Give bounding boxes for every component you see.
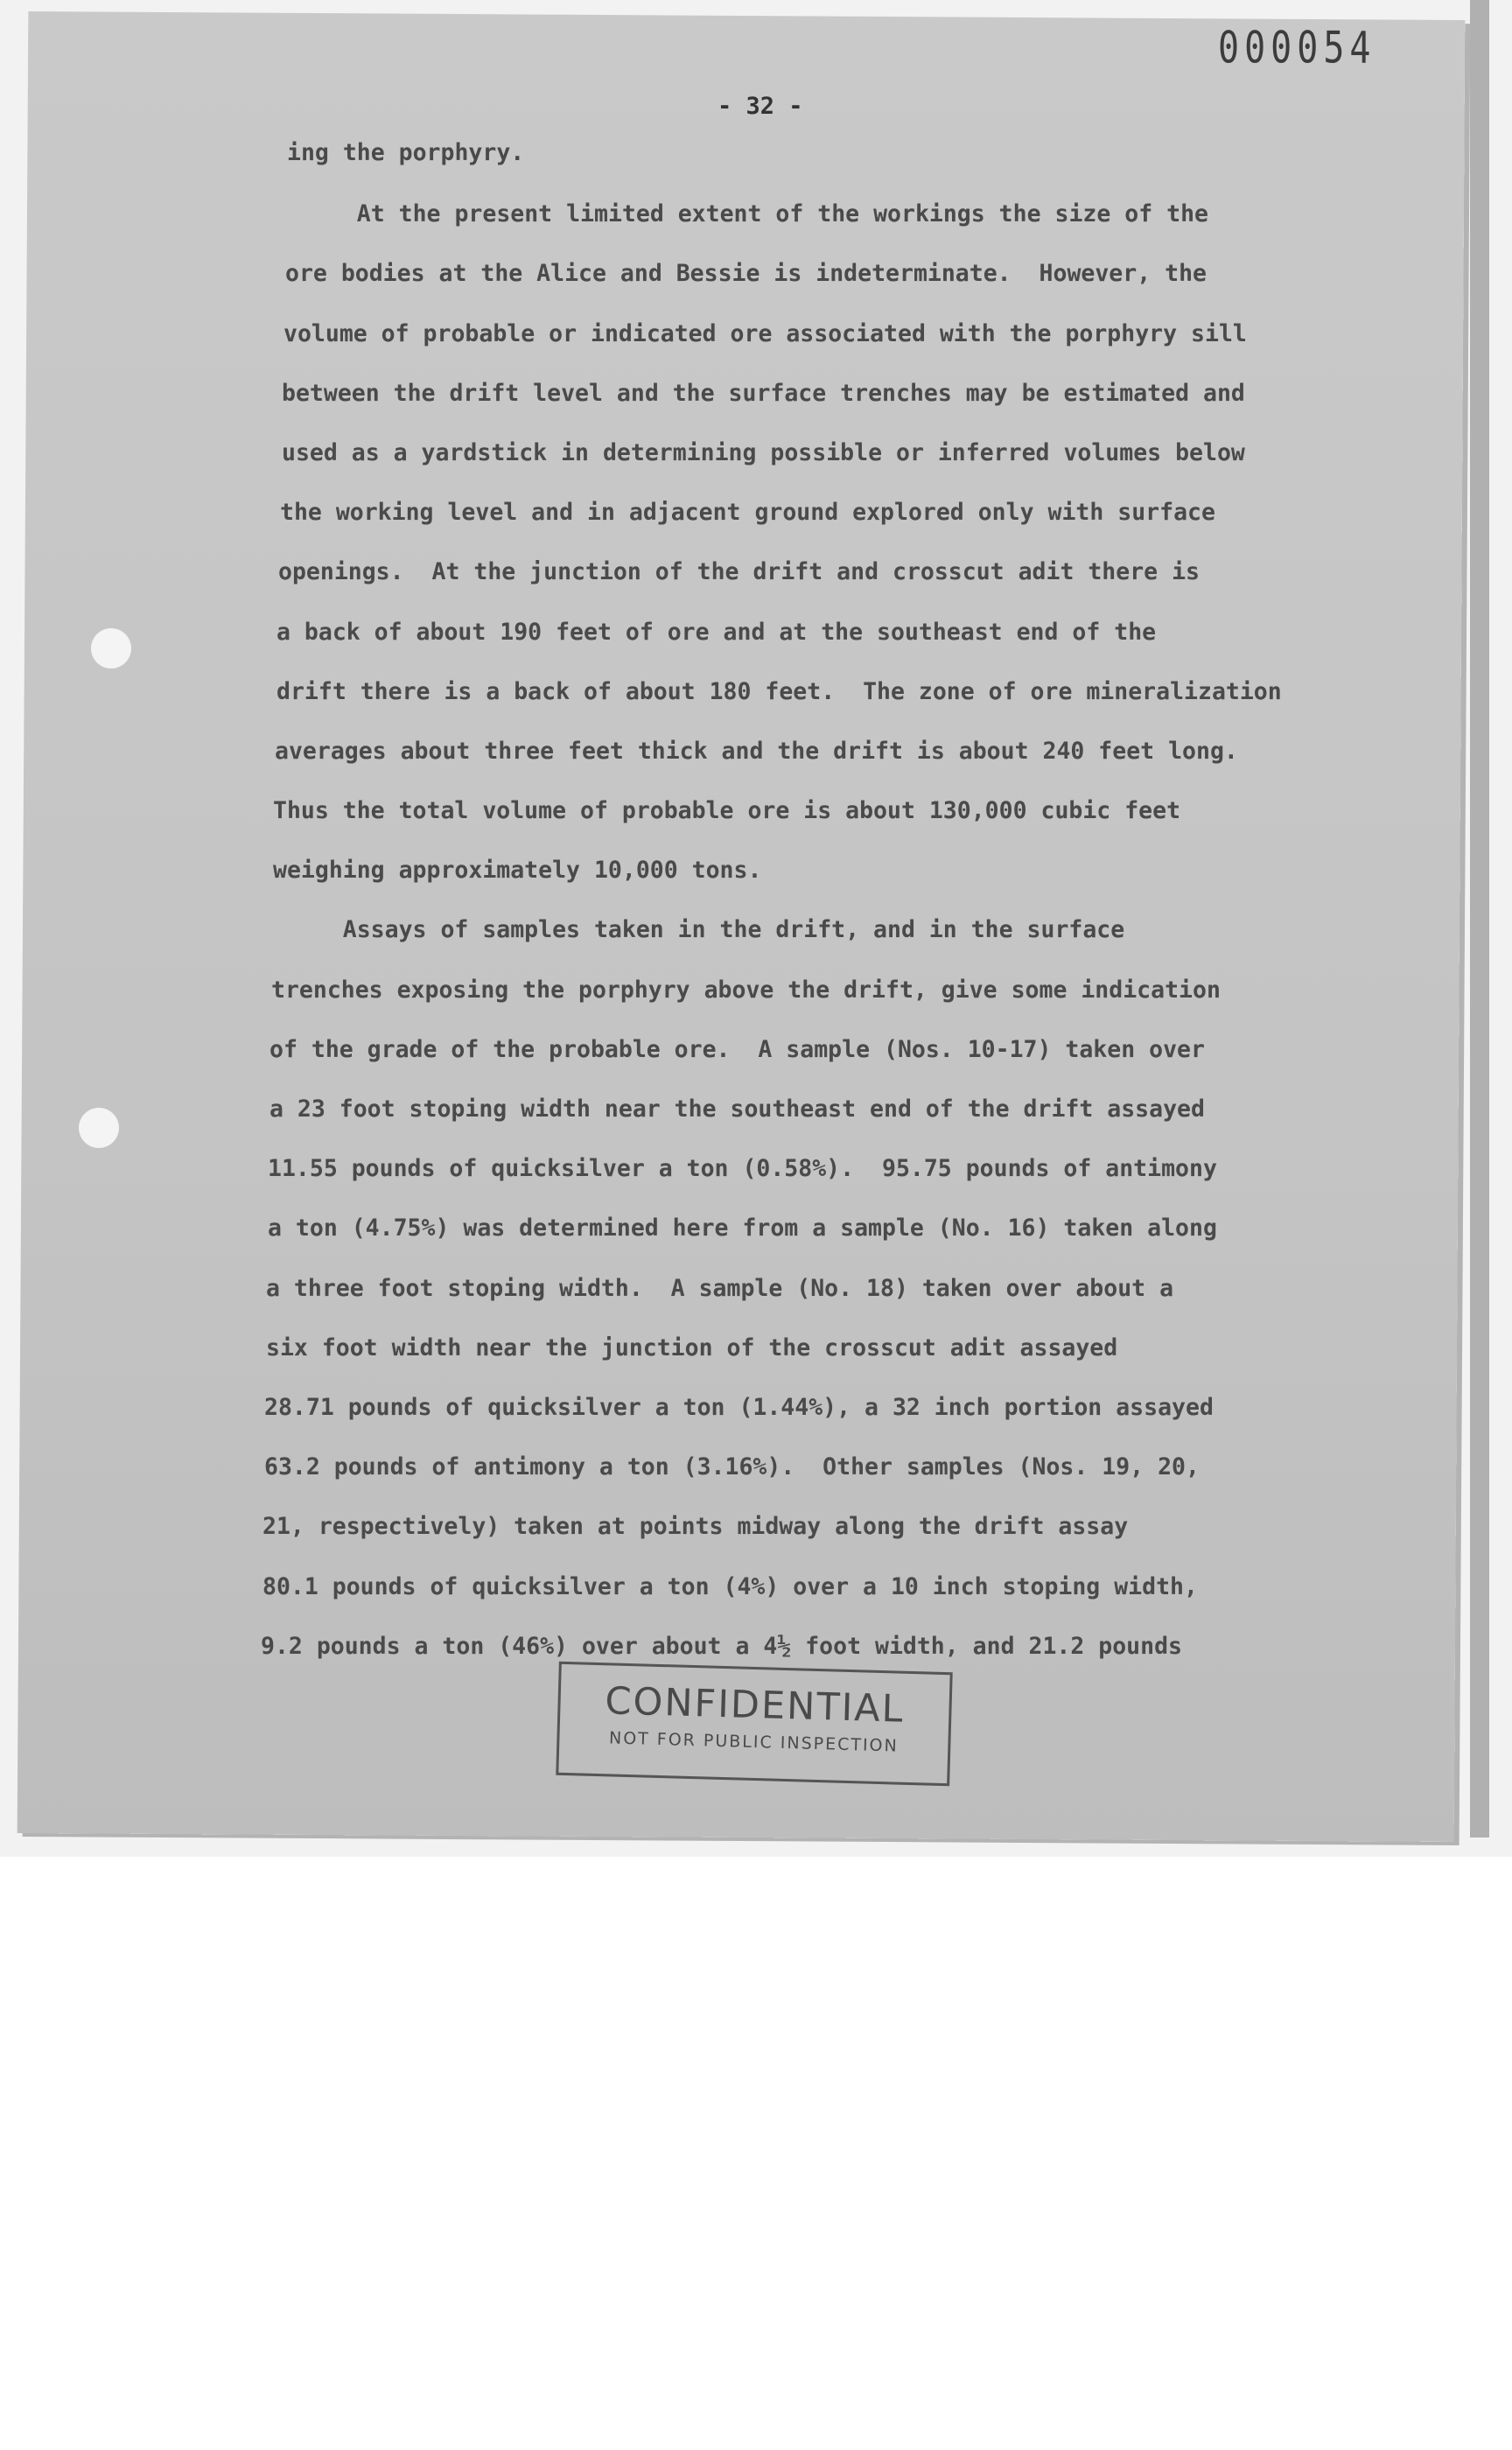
text-line: 28.71 pounds of quicksilver a ton (1.44%), a 32 inch portion assayed <box>264 1393 1214 1421</box>
text-line: a 23 foot stoping width near the southeast end of the drift assayed <box>270 1096 1205 1123</box>
text-line: ore bodies at the Alice and Bessie is indeterminate. However, the <box>285 260 1207 288</box>
text-line: between the drift level and the surface trenches may be estimated and <box>282 379 1245 407</box>
text-line: a three foot stoping width. A sample (No. 18) taken over about a <box>266 1274 1174 1302</box>
document-stamp-number: 000054 <box>1218 23 1376 74</box>
text-line: Assays of samples taken in the drift, and in the surface <box>273 916 1125 944</box>
text-line: drift there is a back of about 180 feet. The zone of ore mineralization <box>276 677 1282 705</box>
confidential-stamp-title: CONFIDENTIAL <box>604 1679 906 1732</box>
sheet-edge <box>1470 0 1489 1838</box>
text-line: 21, respectively) taken at points midway along the drift assay <box>262 1513 1129 1541</box>
text-line: Thus the total volume of probable ore is about 130,000 cubic feet <box>273 797 1181 825</box>
confidential-stamp-subtitle: NOT FOR PUBLIC INSPECTION <box>608 1728 900 1756</box>
text-line: trenches exposing the porphyry above the drift, give some indication <box>271 976 1221 1004</box>
text-line: 11.55 pounds of quicksilver a ton (0.58%). 95.75 pounds of antimony <box>268 1155 1217 1183</box>
typed-body-text <box>261 138 1365 1660</box>
text-line: 80.1 pounds of quicksilver a ton (4%) over a 10 inch stoping width, <box>262 1572 1198 1600</box>
text-line: a ton (4.75%) was determined here from a sample (No. 16) taken along <box>268 1214 1217 1242</box>
text-line: 63.2 pounds of antimony a ton (3.16%). Other samples (Nos. 19, 20, <box>264 1453 1200 1481</box>
punch-hole-upper <box>91 628 131 668</box>
text-line: At the present limited extent of the workings the size of the <box>287 200 1208 228</box>
text-line: a back of about 190 feet of ore and at the southeast end of the <box>276 618 1157 646</box>
punch-hole-lower <box>79 1108 119 1148</box>
page-number: - 32 - <box>718 93 803 120</box>
text-line: openings. At the junction of the drift and crosscut adit there is <box>278 558 1200 586</box>
text-line: volume of probable or indicated ore associated with the porphyry sill <box>284 319 1247 347</box>
text-line: the working level and in adjacent ground explored only with surface <box>280 499 1215 527</box>
text-line: used as a yardstick in determining possible or inferred volumes below <box>282 438 1245 466</box>
text-line: six foot width near the junction of the crosscut adit assayed <box>266 1334 1118 1362</box>
text-line: of the grade of the probable ore. A sample (Nos. 10-17) taken over <box>270 1035 1205 1063</box>
text-line: averages about three feet thick and the drift is about 240 feet long. <box>275 737 1238 765</box>
text-line: ing the porphyry. <box>287 139 525 166</box>
text-line: 9.2 pounds a ton (46%) over about a 4½ foot width, and 21.2 pounds <box>261 1632 1182 1660</box>
text-line: weighing approximately 10,000 tons. <box>273 857 762 885</box>
confidential-stamp <box>556 1662 952 1787</box>
